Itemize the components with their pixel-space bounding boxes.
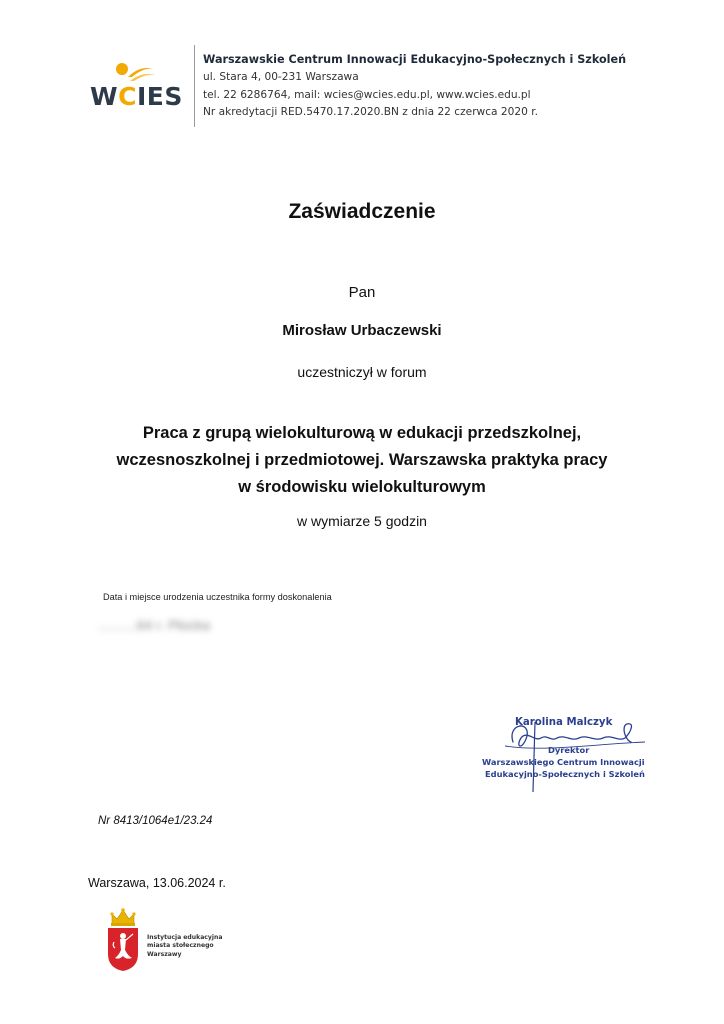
organization-info (203, 51, 626, 122)
organization-accreditation: Nr akredytacji RED.5470.17.2020.BN z dnia 22 czerwca 2020 r. (203, 106, 538, 118)
signatory-organization-line: Edukacyjno-Społecznych i Szkoleń (485, 769, 645, 779)
birth-info-value: ..........64 r. Płocka (98, 617, 211, 633)
header-divider (194, 45, 195, 127)
signatory-role: Dyrektor (548, 745, 590, 755)
forum-title-line: w środowisku wielokulturowym (238, 478, 486, 496)
institution-label-line: miasta stołecznego (147, 942, 214, 950)
forum-title-line: Praca z grupą wielokulturową w edukacji przedszkolnej, (142, 424, 582, 442)
forum-title-line: wczesnoszkolnej i przedmiotowej. Warszawska praktyka pracy (116, 451, 608, 469)
organization-contact: tel. 22 6286764, mail: wcies@wcies.edu.pl, www.wcies.edu.pl (203, 88, 531, 101)
signatory-name: Karolina Malczyk (515, 717, 613, 728)
document-title: Zaświadczenie (288, 200, 436, 223)
institution-label-line: Warszawy (147, 950, 182, 958)
participant-name: Mirosław Urbaczewski (282, 322, 442, 339)
warsaw-crest-icon (106, 906, 140, 972)
institution-label (147, 934, 222, 959)
certificate-number: Nr 8413/1064e1/23.24 (98, 815, 213, 827)
organization-address: ul. Stara 4, 00-231 Warszawa (203, 71, 359, 83)
place-and-date: Warszawa, 13.06.2024 r. (88, 876, 226, 890)
institution-label-line: Instytucja edukacyjna (147, 934, 223, 941)
birth-info-label: Data i miejsce urodzenia uczestnika formy doskonalenia (103, 592, 332, 602)
salutation: Pan (348, 284, 376, 301)
organization-name: Warszawskie Centrum Innowacji Edukacyjno-Społecznych i Szkoleń (203, 53, 627, 66)
signatory-organization-line: Warszawskiego Centrum Innowacji (482, 757, 645, 767)
participation-text: uczestniczył w forum (297, 364, 427, 380)
logo-wordmark: WCIES (90, 82, 183, 111)
forum-title (0, 420, 724, 501)
duration-text: w wymiarze 5 godzin (297, 513, 427, 529)
